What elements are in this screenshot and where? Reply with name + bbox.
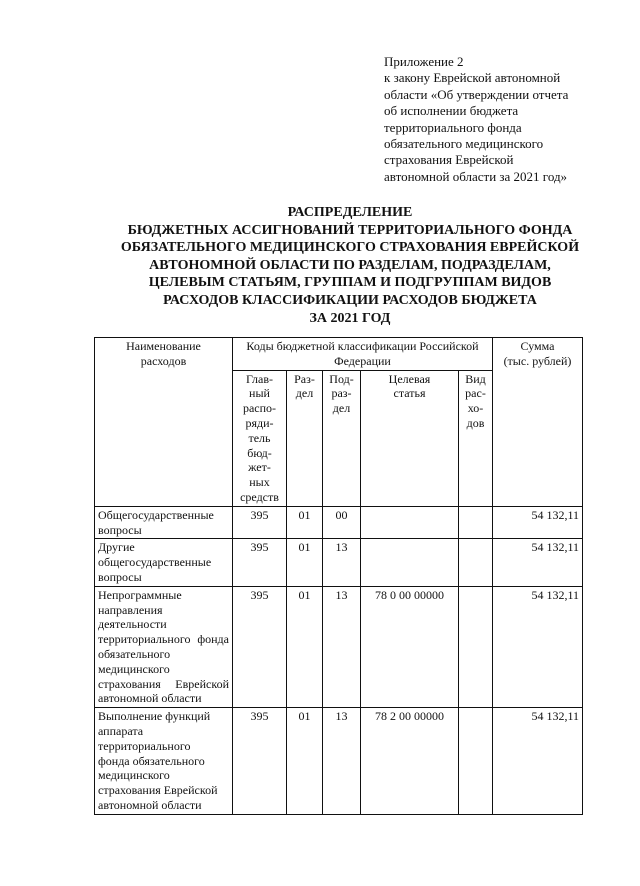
title-line: БЮДЖЕТНЫХ АССИГНОВАНИЙ ТЕРРИТОРИАЛЬНОГО ФОНДА: [127, 222, 573, 238]
table-row: [95, 539, 583, 586]
title-line: ЗА 2021 ГОД: [309, 310, 391, 326]
row-name: Другие общегосударственные вопросы: [95, 539, 233, 586]
row-name: Выполнение функций аппарата территориального фонда обязательного медицинского страхования Еврейской автономной области: [95, 708, 233, 815]
header-expense-type: Вид рас- хо- дов: [459, 370, 493, 506]
row-target: 78 0 00 00000: [361, 586, 459, 707]
annex-note: [384, 54, 620, 185]
row-name: Общегосударственные вопросы: [95, 506, 233, 539]
row-admin: 395: [233, 506, 287, 539]
title-line: РАСХОДОВ КЛАССИФИКАЦИИ РАСХОДОВ БЮДЖЕТА: [163, 292, 537, 308]
title-line: АВТОНОМНОЙ ОБЛАСТИ ПО РАЗДЕЛАМ, ПОДРАЗДЕЛАМ,: [149, 257, 551, 273]
header-section: Раз- дел: [287, 370, 323, 506]
row-subsection: 00: [323, 506, 361, 539]
table-row: [95, 708, 583, 815]
budget-table: [94, 337, 583, 815]
header-admin: Глав- ный распо- ряди- тель бюд- жет- ных средств: [233, 370, 287, 506]
annex-line: области «Об утверждении отчета: [384, 86, 569, 102]
annex-line: Приложение 2: [384, 54, 464, 69]
row-section: 01: [287, 708, 323, 815]
row-expense-type: [459, 506, 493, 539]
table-row: [95, 506, 583, 539]
row-target: [361, 539, 459, 586]
document-title: [60, 204, 640, 327]
row-target: [361, 506, 459, 539]
row-subsection: 13: [323, 586, 361, 707]
row-amount: 54 132,11: [493, 539, 583, 586]
row-section: 01: [287, 586, 323, 707]
row-expense-type: [459, 586, 493, 707]
row-admin: 395: [233, 708, 287, 815]
row-expense-type: [459, 539, 493, 586]
header-subsection: Под- раз- дел: [323, 370, 361, 506]
header-target: Целевая статья: [361, 370, 459, 506]
row-expense-type: [459, 708, 493, 815]
row-admin: 395: [233, 586, 287, 707]
title-line: ЦЕЛЕВЫМ СТАТЬЯМ, ГРУППАМ И ПОДГРУППАМ ВИДОВ: [148, 275, 552, 291]
annex-line: территориального фонда: [384, 119, 522, 135]
header-row: [95, 338, 583, 371]
row-target: 78 2 00 00000: [361, 708, 459, 815]
header-name: Наименование расходов: [95, 338, 233, 507]
annex-line: обязательного медицинского: [384, 136, 544, 152]
row-section: 01: [287, 539, 323, 586]
title-line: ОБЯЗАТЕЛЬНОГО МЕДИЦИНСКОГО СТРАХОВАНИЯ ЕВРЕЙСКОЙ: [120, 240, 580, 256]
table-row: [95, 586, 583, 707]
title-line: РАСПРЕДЕЛЕНИЕ: [287, 205, 413, 220]
row-amount: 54 132,11: [493, 708, 583, 815]
annex-line: автономной области за 2021 год»: [384, 168, 568, 184]
annex-line: об исполнении бюджета: [384, 103, 519, 119]
row-admin: 395: [233, 539, 287, 586]
header-codes-group: Коды бюджетной классификации Российской Федерации: [233, 338, 493, 371]
row-name: Непрограммные направления деятельности территориального фонда обязательного медицинского страхования Еврейской автономной области: [95, 586, 233, 707]
annex-line: страхования Еврейской: [384, 152, 514, 168]
row-subsection: 13: [323, 708, 361, 815]
annex-line: к закону Еврейской автономной: [384, 70, 561, 86]
row-amount: 54 132,11: [493, 586, 583, 707]
header-amount: Сумма (тыс. рублей): [493, 338, 583, 507]
row-section: 01: [287, 506, 323, 539]
row-amount: 54 132,11: [493, 506, 583, 539]
row-subsection: 13: [323, 539, 361, 586]
